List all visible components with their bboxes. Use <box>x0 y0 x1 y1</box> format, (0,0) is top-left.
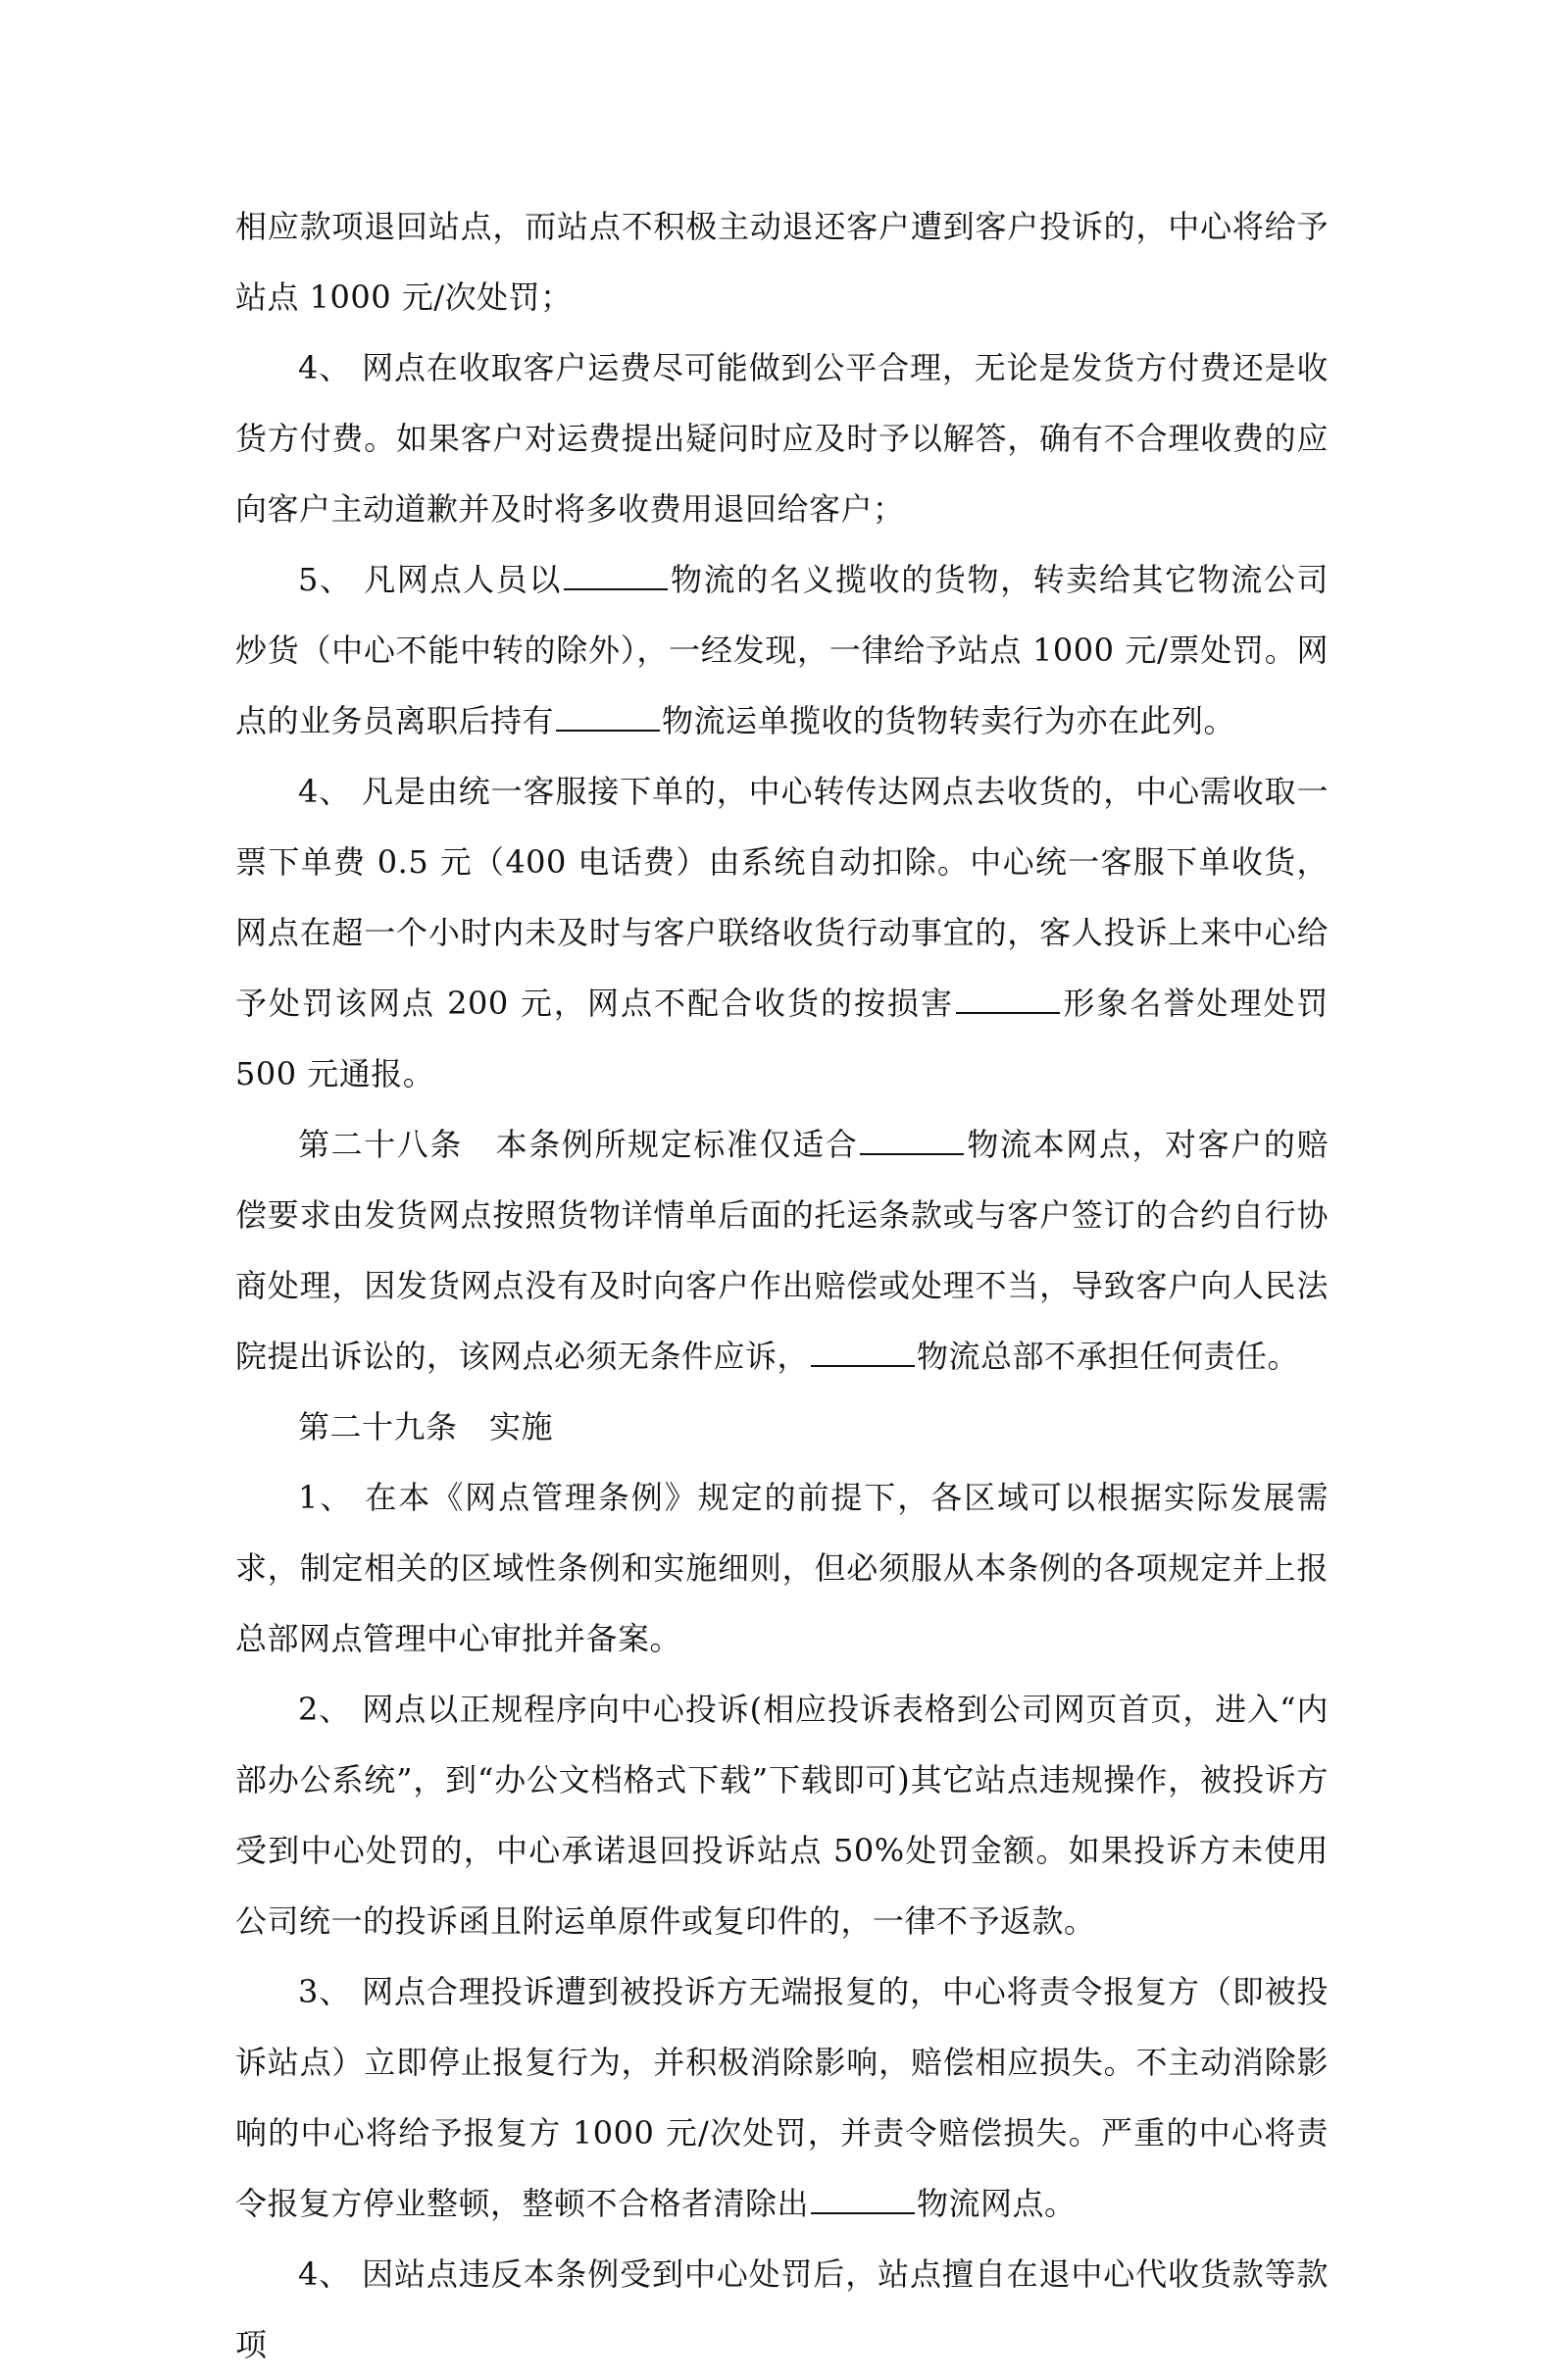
blank-underline <box>556 729 660 732</box>
paragraph-text: 形象名誉处理处罚 500 元通报。 <box>235 985 1329 1092</box>
paragraph-text: 2、 网点以正规程序向中心投诉(相应投诉表格到公司网页首页，进入“内部办公系统”，到“办公文档格式下载”下载即可)其它站点违规操作，被投诉方受到中心处罚的，中心承诺退回投诉站点 50%处罚金额。如果投诉方未使用公司统一的投诉函且附运单原件或复印件的，一律不予返款。 <box>235 1691 1329 1940</box>
blank-underline <box>956 1011 1060 1014</box>
paragraph-text: 5、 凡网点人员以 <box>298 561 562 598</box>
paragraph-text: 第二十八条 本条例所规定标准仅适合 <box>298 1126 859 1163</box>
paragraph-text: 物流本网点，对客户的赔偿要求由发货网点按照货物详情单后面的托运条款或与客户签订的合约自行协商处理，因发货网点没有及时向客户作出赔偿或处理不当，导致客户向人民法院提出诉讼的，该网点必须无条件应诉， <box>235 1126 1329 1375</box>
paragraph-text: 相应款项退回站点，而站点不积极主动退还客户遭到客户投诉的，中心将给予站点 1000 元/次处罚； <box>235 208 1329 316</box>
blank-underline <box>811 2211 915 2214</box>
paragraph-text: 物流总部不承担任何责任。 <box>917 1338 1300 1375</box>
paragraph-text: 1、 在本《网点管理条例》规定的前提下，各区域可以根据实际发展需求，制定相关的区域性条例和实施细则，但必须服从本条例的各项规定并上报总部网点管理中心审批并备案。 <box>235 1479 1329 1657</box>
paragraph <box>235 332 1329 544</box>
paragraph-text: 4、 凡是由统一客服接下单的，中心转传达网点去收货的，中心需收取一票下单费 0.5 元（400 电话费）由系统自动扣除。中心统一客服下单收货，网点在超一个小时内未及时与客户联络收货行动事宜的，客人投诉上来中心给予处罚该网点 200 元，网点不配合收货的按损害 <box>235 773 1329 1022</box>
paragraph <box>235 191 1329 332</box>
blank-underline <box>811 1364 915 1367</box>
paragraph-text: 物流的名义揽收的货物，转卖给其它物流公司炒货（中心不能中转的除外），一经发现，一律给予站点 1000 元/票处罚。网点的业务员离职后持有 <box>235 561 1329 739</box>
blank-underline <box>564 587 668 590</box>
paragraph-text: 3、 网点合理投诉遭到被投诉方无端报复的，中心将责令报复方（即被投诉站点）立即停止报复行为，并积极消除影响，赔偿相应损失。不主动消除影响的中心将给予报复方 1000 元/次处罚，并责令赔偿损失。严重的中心将责令报复方停业整顿，整顿不合格者清除出 <box>235 1973 1329 2222</box>
paragraph <box>235 1109 1329 1392</box>
paragraph <box>235 1674 1329 1956</box>
paragraph <box>235 2239 1329 2380</box>
paragraph-text: 物流运单揽收的货物转卖行为亦在此列。 <box>662 702 1236 739</box>
blank-underline <box>860 1152 964 1155</box>
paragraph <box>235 756 1329 1109</box>
paragraph-text: 4、 网点在收取客户运费尽可能做到公平合理，无论是发货方付费还是收货方付费。如果客户对运费提出疑问时应及时予以解答，确有不合理收费的应向客户主动道歉并及时将多收费用退回给客户； <box>235 349 1329 528</box>
paragraph <box>235 1462 1329 1674</box>
paragraph-text: 第二十九条 实施 <box>298 1408 554 1445</box>
paragraph <box>235 1956 1329 2239</box>
paragraph <box>235 1392 1329 1462</box>
document-body <box>235 191 1329 2380</box>
paragraph-text: 物流网点。 <box>917 2185 1077 2222</box>
paragraph <box>235 544 1329 756</box>
paragraph-text: 4、 因站点违反本条例受到中心处罚后，站点擅自在退中心代收货款等款项 <box>235 2255 1329 2363</box>
